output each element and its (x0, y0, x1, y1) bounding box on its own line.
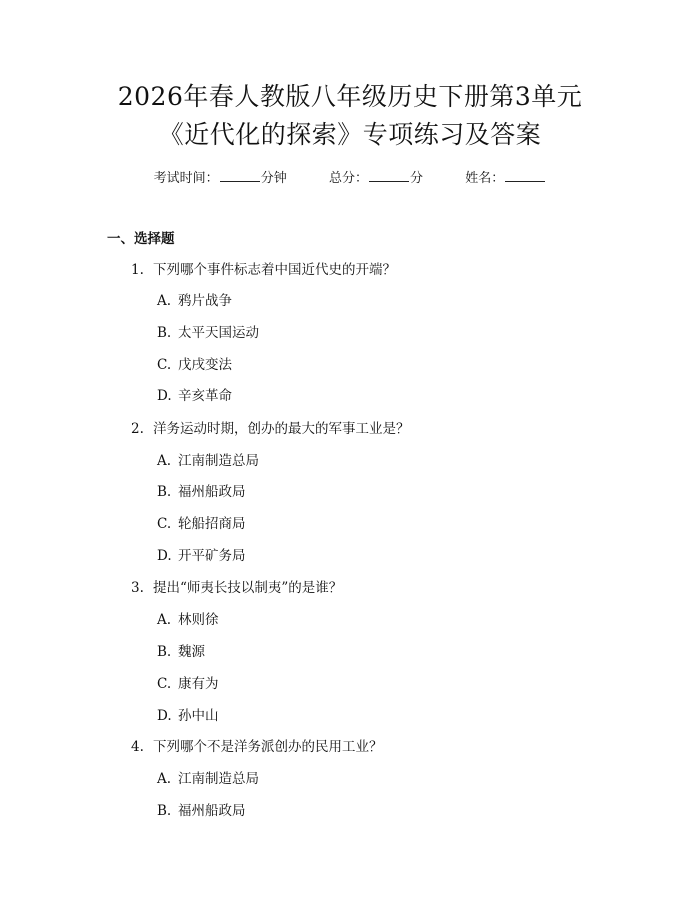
exam-time-unit: 分钟 (260, 171, 287, 186)
question-2-option-b (157, 482, 246, 502)
option-letter: A. (157, 612, 172, 628)
section-title: 一、选择题 (107, 231, 175, 247)
option-text: 江南制造总局 (178, 453, 259, 469)
option-text: 鸦片战争 (178, 293, 232, 309)
option-letter: B. (157, 325, 172, 341)
option-letter: A. (157, 453, 172, 469)
question-3-option-c (157, 674, 219, 694)
option-letter: B. (157, 644, 172, 660)
exam-time-blank (220, 168, 260, 182)
document-title-line2: 《近代化的探索》专项练习及答案 (158, 120, 542, 149)
question-text: 洋务运动时期，创办的最大的军事工业是？ (153, 421, 410, 437)
question-2-option-c (157, 514, 246, 534)
option-text: 福州船政局 (178, 484, 246, 500)
question-3-option-d (157, 706, 219, 726)
option-text: 开平矿务局 (178, 548, 246, 564)
total-score-unit: 分 (410, 171, 424, 186)
question-3 (131, 578, 342, 598)
option-letter: B. (157, 484, 172, 500)
option-text: 戊戌变法 (178, 357, 232, 373)
question-text: 下列哪个事件标志着中国近代史的开端？ (153, 262, 396, 278)
question-3-option-a (157, 610, 219, 630)
question-1 (131, 260, 396, 280)
option-text: 江南制造总局 (178, 771, 259, 787)
exam-time-field (154, 168, 287, 189)
total-score-field (329, 168, 423, 189)
student-name-label: 姓名： (465, 171, 505, 186)
question-2-option-d (157, 546, 246, 566)
option-letter: D. (157, 388, 172, 404)
student-name-blank (505, 168, 545, 182)
option-text: 辛亥革命 (178, 388, 232, 404)
question-4-option-a (157, 769, 259, 789)
total-score-label: 总分： (328, 171, 368, 186)
question-text: 提出“师夷长技以制夷”的是谁？ (153, 580, 343, 596)
question-1-option-b (157, 323, 259, 343)
option-letter: D. (157, 708, 172, 724)
question-1-option-a (157, 291, 232, 311)
option-letter: C. (157, 516, 172, 532)
total-score-blank (369, 168, 409, 182)
option-letter: A. (157, 771, 172, 787)
exam-meta-row (0, 168, 700, 189)
option-letter: B. (157, 803, 172, 819)
option-text: 林则徐 (178, 612, 219, 628)
exam-time-label: 考试时间： (153, 171, 219, 186)
question-number: 3. (131, 580, 144, 596)
option-letter: C. (157, 357, 172, 373)
option-text: 福州船政局 (178, 803, 246, 819)
option-text: 孙中山 (178, 708, 219, 724)
option-text: 康有为 (178, 676, 219, 692)
document-title-line1: 2026年春人教版八年级历史下册第3单元 (117, 82, 583, 111)
option-letter: C. (157, 676, 172, 692)
question-2-option-a (157, 451, 259, 471)
question-4-option-b (157, 801, 246, 821)
option-text: 太平天国运动 (178, 325, 259, 341)
question-number: 2. (131, 421, 144, 437)
option-text: 魏源 (178, 644, 205, 660)
question-number: 1. (131, 262, 144, 278)
question-3-option-b (157, 642, 205, 662)
question-1-option-d (157, 386, 232, 406)
option-letter: D. (157, 548, 172, 564)
question-2 (131, 419, 410, 439)
question-text: 下列哪个不是洋务派创办的民用工业？ (153, 739, 383, 755)
option-letter: A. (157, 293, 172, 309)
question-1-option-c (157, 355, 232, 375)
question-4 (131, 737, 383, 757)
option-text: 轮船招商局 (178, 516, 246, 532)
student-name-field (465, 168, 546, 189)
question-number: 4. (131, 739, 144, 755)
